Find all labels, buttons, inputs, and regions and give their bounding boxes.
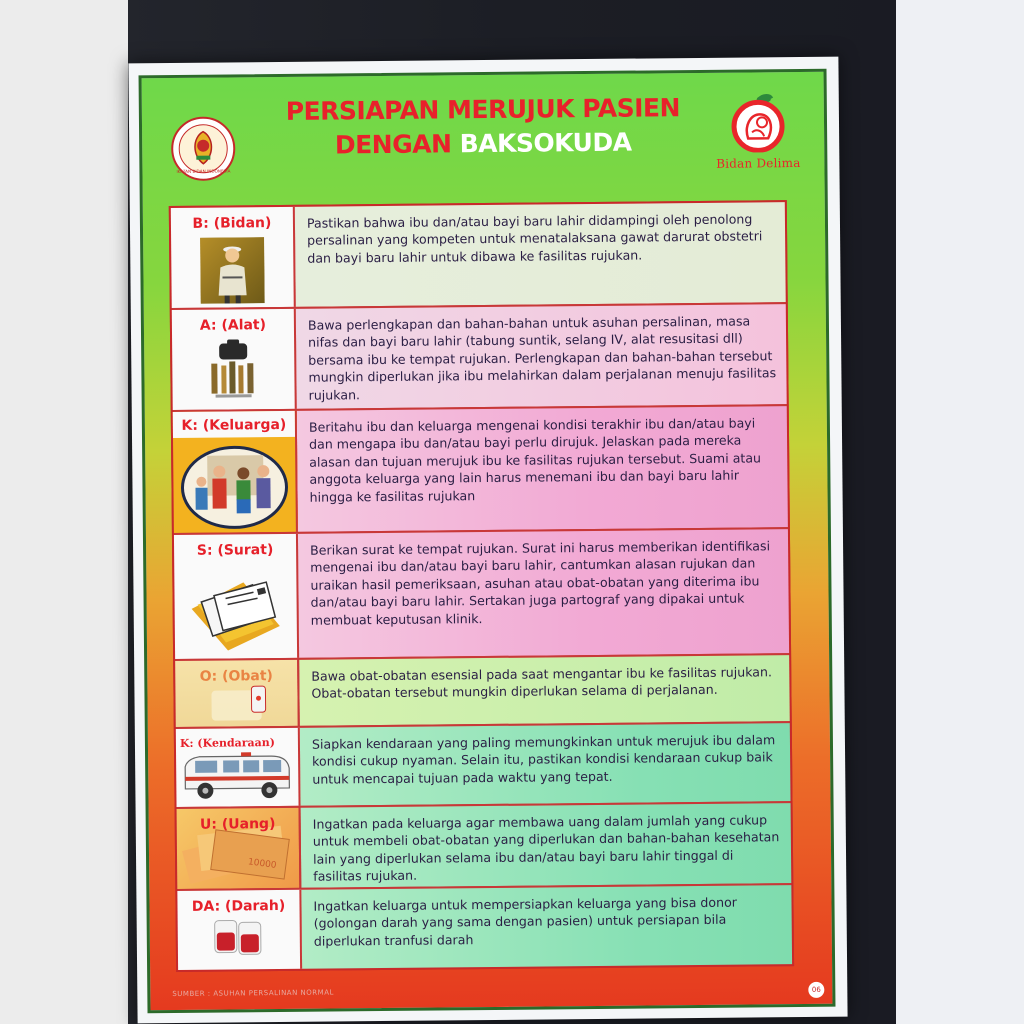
- table-row: [177, 801, 792, 889]
- row-description: Siapkan kendaraan yang paling memungkinkan untuk merujuk ibu dalam kondisi cukup nyaman. Selain itu, pastikan kondisi kendaraan cukup baik untuk mencapai tujuan pada waktu yang tepat.: [300, 723, 791, 806]
- poster-title: [242, 91, 725, 164]
- table-row: [173, 404, 788, 533]
- row-description: Ingatkan pada keluarga agar membawa uang dalam jumlah yang cukup untuk membeli obat-obatan yang diperlukan dan bahan-bahan kesehatan lain yang diperlukan selama ibu dan/atau bayi baru lahir tinggal di fasilitas rujukan.: [301, 803, 792, 888]
- row-description: Ingatkan keluarga untuk mempersiapkan keluarga yang bisa donor (golongan darah yang sama dengan pasien) untuk persiapan bila diperlukan tranfusi darah: [301, 885, 792, 969]
- poster: [139, 69, 836, 1014]
- row-label: B: (Bidan): [192, 215, 272, 232]
- row-description: Beritahu ibu dan keluarga mengenai kondisi terakhir ibu dan/atau bayi dan mengapa ibu dan/atau bayi perlu dirujuk. Jelaskan pada mereka alasan dan tujuan merujuk ibu ke fasilitas rujukan tersebut. Suami atau anggota keluarga yang lain harus menemani ibu dan bayi baru lahir hingga ke fasilitas rujukan: [297, 406, 788, 532]
- blood-bag-icon: [209, 918, 269, 957]
- row-label: K: (Kendaraan): [179, 736, 276, 750]
- row-description: Bawa perlengkapan dan bahan-bahan untuk asuhan persalinan, masa nifas dan bayi baru lahir (tabung suntik, selang IV, alat resusitasi dll) bersama ibu ke tempat rujukan. Perlengkapan dan bahan-bahan tersebut mungkin diperlukan jika ibu melahirkan dalam perjalanan menuju fasilitas rujukan.: [296, 304, 787, 409]
- row-label: K: (Keluarga): [173, 411, 295, 438]
- page-number: 06: [808, 982, 824, 998]
- row-description: Berikan surat ke tempat rujukan. Surat ini harus memberikan identifikasi mengenai ibu dan/atau bayi baru lahir, cantumkan alasan rujukan dan uraikan hasil pemeriksaan, asuhan atau obat-obatan yang diterima ibu dan/atau bayi baru lahir. Sertakan juga partograf yang dipakai untuk membuat keputusan klinik.: [298, 529, 789, 658]
- letters-icon: [183, 564, 288, 653]
- row-label: O: (Obat): [199, 668, 273, 685]
- ibi-logo-icon: [170, 115, 237, 182]
- row-label-cell: [172, 309, 297, 410]
- row-label: U: (Uang): [199, 816, 276, 833]
- row-label-cell: [171, 207, 296, 308]
- row-label-cell: [175, 660, 300, 727]
- title-line-2: [242, 125, 724, 164]
- midwife-icon: [200, 237, 265, 304]
- title-line-1: PERSIAPAN MERUJUK PASIEN: [285, 93, 681, 126]
- background-wall-left: [0, 0, 128, 1024]
- family-icon: [179, 441, 290, 530]
- bidan-delima-logo-icon: [728, 92, 789, 153]
- source-note: SUMBER : ASUHAN PERSALINAN NORMAL: [172, 988, 334, 999]
- bidan-delima-logo-text: Bidan Delima: [716, 155, 801, 171]
- ibi-logo-text: IKATAN BIDAN INDONESIA: [176, 168, 231, 174]
- row-description: Bawa obat-obatan esensial pada saat mengantar ibu ke fasilitas rujukan. Obat-obatan tersebut mungkin diperlukan selama di perjalanan.: [299, 655, 790, 726]
- medical-tools-icon: [201, 339, 266, 402]
- medicine-icon: [191, 684, 281, 725]
- table-row: [174, 527, 789, 659]
- table-row: [177, 883, 792, 970]
- background-wall-right: [896, 0, 1024, 1024]
- table-row: [176, 721, 791, 807]
- row-label-cell: [177, 890, 302, 970]
- poster-frame: [128, 57, 847, 1024]
- row-label-cell: [177, 808, 302, 889]
- row-label: DA: (Darah): [191, 897, 286, 915]
- title-line-2-part-2: BAKSOKUDA: [459, 127, 632, 159]
- row-label: S: (Surat): [196, 542, 274, 559]
- bidan-delima-logo: [710, 92, 807, 183]
- title-line-2-part-1: DENGAN: [334, 129, 452, 160]
- row-label: A: (Alat): [199, 317, 267, 334]
- svg-text:10000: 10000: [247, 857, 278, 871]
- baksokuda-table: [169, 200, 794, 972]
- table-row: [175, 653, 790, 727]
- ambulance-icon: [181, 746, 294, 805]
- table-row: [171, 202, 786, 308]
- row-label-cell: [174, 534, 299, 659]
- row-description: Pastikan bahwa ibu dan/atau bayi baru lahir didampingi oleh penolong persalinan yang kompeten untuk menatalaksana gawat darurat obstetri dan bayi baru lahir untuk dibawa ke fasilitas rujukan.: [295, 202, 786, 307]
- row-label-cell: [173, 411, 298, 533]
- row-label-cell: [176, 728, 301, 807]
- table-row: [172, 302, 787, 410]
